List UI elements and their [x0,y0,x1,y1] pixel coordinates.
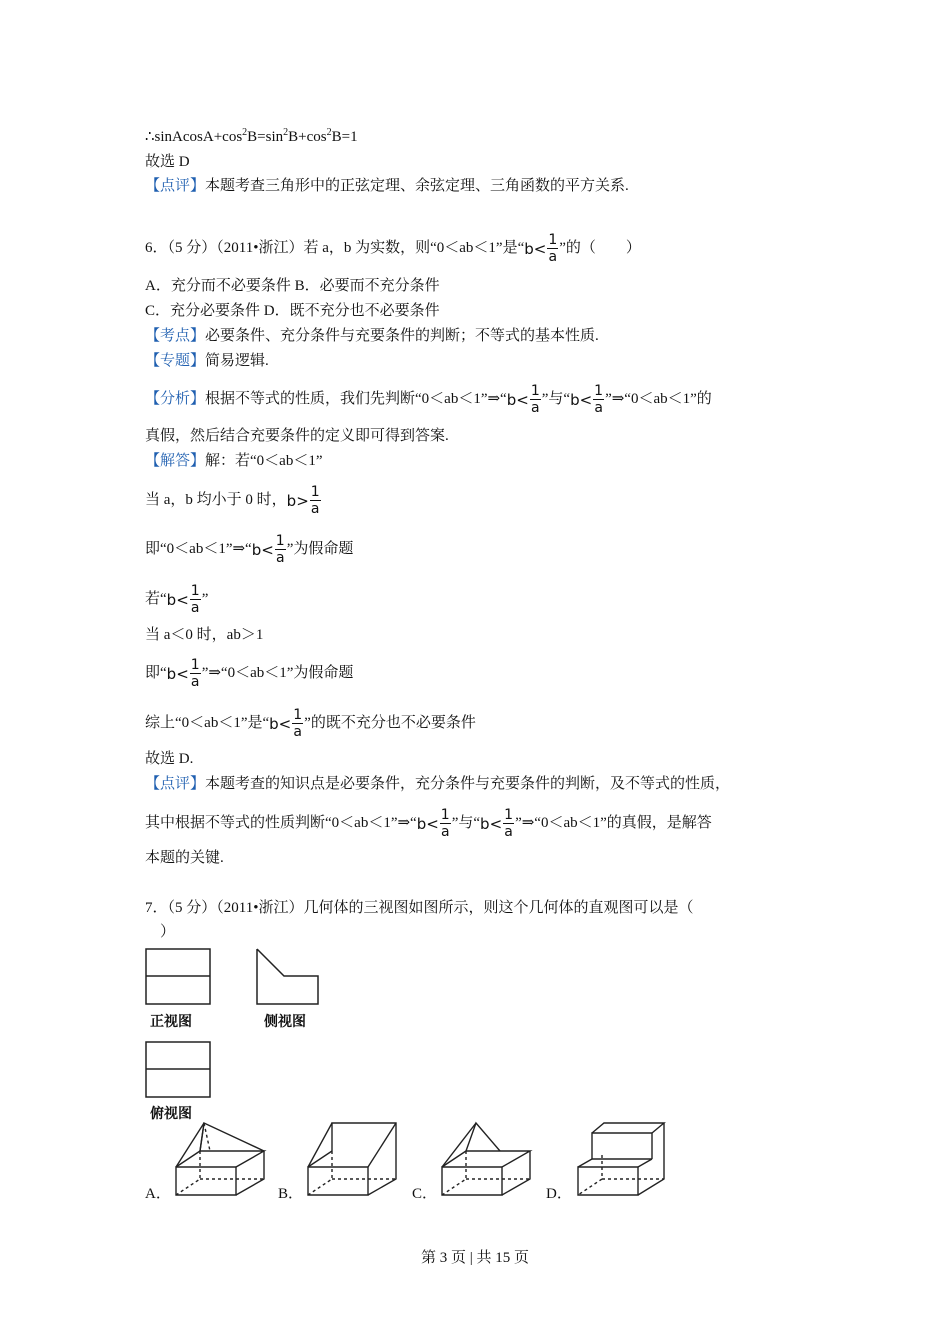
q6-jieda-5: 当 a＜0 时，ab＞1 [145,627,264,643]
q6-jieda-2: 当 a，b 均小于 0 时，b> $\frac{1}{a}$ [145,484,320,517]
q7-stem-paren: ） [160,924,176,940]
top-view-caption: 俯视图 [150,1106,192,1122]
q6-options-cd: C．充分必要条件 D．既不充分也不必要条件 [145,303,440,319]
q6-jieda-3: 即“0＜ab＜1”⇒“b< $\frac{1}{a}$ ”为假命题 [145,533,354,566]
math-expr: b< [524,239,547,258]
q6-kaodian: 【考点】必要条件、充分条件与充要条件的判断；不等式的基本性质. [145,328,599,344]
equation-line: $\therefore sinAcosA+\cos^2B=\sin^2B+\cos^2B=1$ [145,127,358,145]
option-a-figure [170,1115,270,1201]
q6-jieda-7: 综上“0＜ab＜1”是“b< $\frac{1}{a}$ ”的既不充分也不必要条件 [145,707,476,740]
side-view-caption: 侧视图 [264,1014,306,1030]
answer-line: 故选 D [145,154,190,170]
q6-stem: 6．（5 分）（2011•浙江）若 a，b 为实数，则“0＜ab＜1”是“b< $\frac{1}{a}$ ”的（ ） [145,232,641,265]
option-b-label: B． [278,1186,304,1202]
q6-dianping-2: 其中根据不等式的性质判断“0＜ab＜1”⇒“b< $\frac{1}{a}$ ”与“b< $\frac{1}{a}$ ”⇒“0＜ab＜1”的真假，是解答 [145,807,712,840]
option-c-figure [436,1115,536,1201]
q6-dianping-3: 本题的关键. [145,850,224,866]
option-d-figure [572,1115,672,1201]
q6-options-ab: A．充分而不必要条件 B．必要而不充分条件 [145,278,440,294]
comment-line: 【点评】本题考查三角形中的正弦定理、余弦定理、三角函数的平方关系. [145,178,629,194]
top-view-figure [144,1039,214,1101]
option-c-label: C． [412,1186,438,1202]
q6-zhuanti: 【专题】简易逻辑. [145,353,269,369]
option-b-figure [302,1115,402,1201]
q6-jieda-4: 若“b< $\frac{1}{a}$ ” [145,583,209,616]
q6-dianping: 【点评】本题考查的知识点是必要条件，充分条件与充要条件的判断，及不等式的性质， [145,776,731,792]
fraction: $\frac{1}{a}$ [548,232,558,265]
option-a-label: A． [145,1186,171,1202]
q7-stem: 7．（5 分）（2011•浙江）几何体的三视图如图所示，则这个几何体的直观图可以是（ [145,900,694,916]
front-view-figure [144,946,214,1008]
front-view-caption: 正视图 [150,1014,192,1030]
q6-jieda: 【解答】解：若“0＜ab＜1” [145,453,323,469]
page-footer: 第 3 页 | 共 15 页 [420,1250,529,1266]
q6-fenxi: 【分析】根据不等式的性质，我们先判断“0＜ab＜1”⇒“b< $\frac{1}{a}$ ”与“b< $\frac{1}{a}$ ”⇒“0＜ab＜1”的 [145,383,712,416]
q6-jieda-8: 故选 D. [145,751,194,767]
side-view-figure [254,946,324,1008]
q6-jieda-6: 即“b< $\frac{1}{a}$ ”⇒“0＜ab＜1”为假命题 [145,657,354,690]
option-d-label: D． [546,1186,572,1202]
q6-fenxi-cont: 真假，然后结合充要条件的定义即可得到答案. [145,428,449,444]
